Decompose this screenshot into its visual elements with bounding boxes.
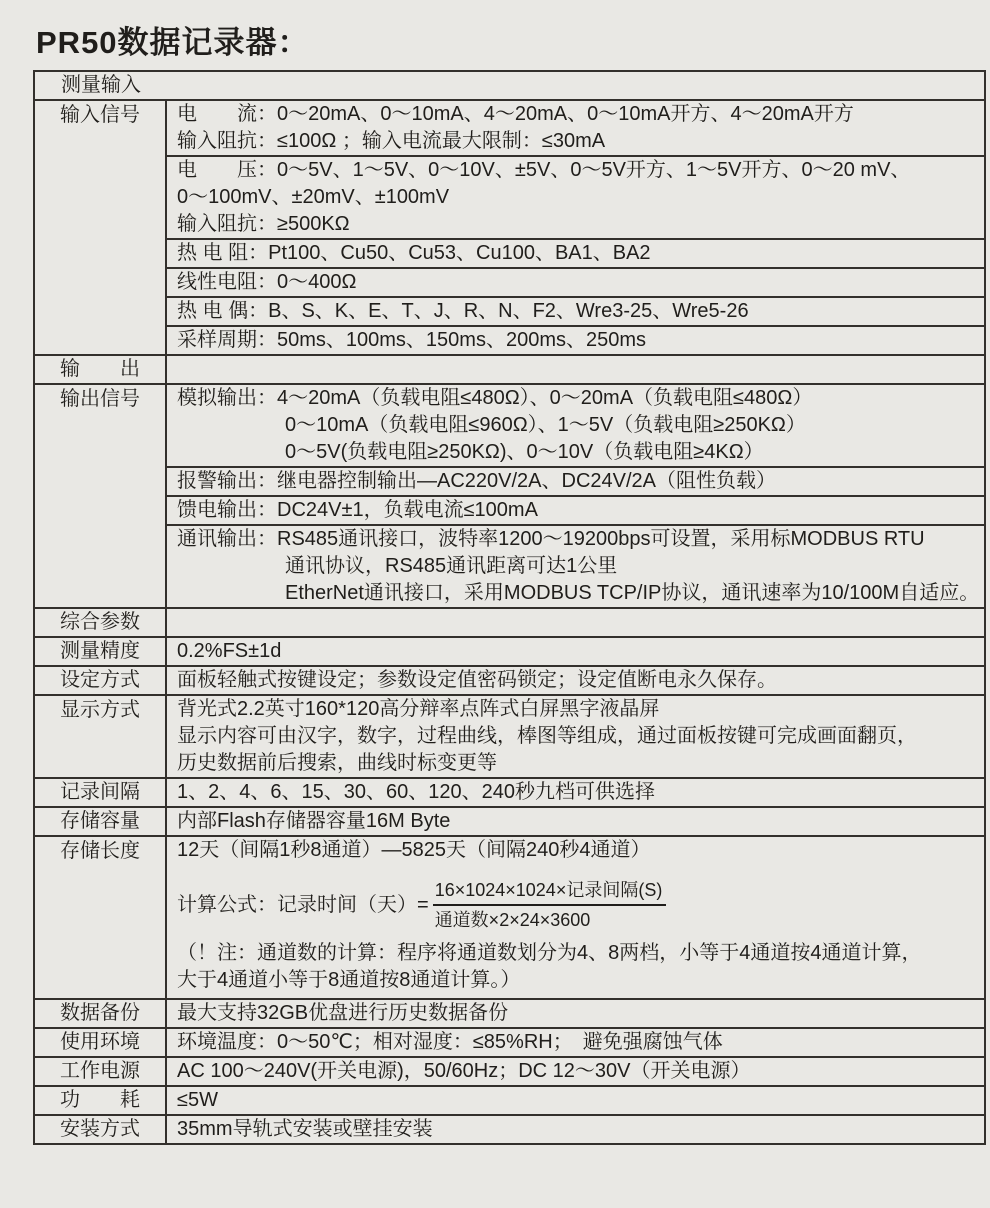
section-header-general-params: 综合参数 [35, 609, 167, 636]
spec-line-record-interval: 1、2、4、6、15、30、60、120、240秒九档可供选择 [177, 781, 655, 803]
storage-formula [167, 879, 984, 931]
spec-line-display-2: 显示内容可由汉字，数字，过程曲线，棒图等组成，通过面板按键可完成画面翻页， [177, 725, 917, 747]
spec-line-comm-2: 通讯协议，RS485通讯距离可达1公里 [285, 555, 618, 577]
sub-row-voltage [167, 157, 984, 240]
row-input-signal [35, 101, 984, 356]
row-value-environment [167, 1029, 984, 1056]
sub-row-analog-output [167, 385, 984, 468]
spec-line-comm-1: 通讯输出：RS485通讯接口，波特率1200～19200bps可设置，采用标MODBUS RTU [177, 528, 925, 550]
spec-line-display-3: 历史数据前后搜索，曲线时标变更等 [177, 752, 497, 774]
row-label-accuracy: 测量精度 [35, 638, 167, 665]
spec-line-storage-capacity: 内部Flash存储器容量16M Byte [177, 810, 451, 832]
spec-line-analog-1: 模拟输出：4～20mA（负载电阻≤480Ω）、0～20mA（负载电阻≤480Ω） [177, 387, 813, 409]
sub-row-current [167, 101, 984, 157]
row-power-consumption [35, 1087, 984, 1116]
formula-fraction [433, 879, 667, 931]
spec-line-comm-3: EtherNet通讯接口，采用MODBUS TCP/IP协议，通讯速率为10/100M自适应。 [285, 582, 980, 604]
row-value-power-supply [167, 1058, 984, 1085]
spec-line-rtd: 热 电 阻：Pt100、Cu50、Cu53、Cu100、BA1、BA2 [177, 242, 651, 264]
section-row-measurement-input [35, 72, 984, 101]
spec-line-storage-note-2: 大于4通道小等于8通道按8通道计算。） [177, 969, 521, 991]
spec-line-environment: 环境温度：0～50℃；相对湿度：≤85%RH； 避免强腐蚀气体 [177, 1031, 723, 1053]
spec-line-analog-3: 0～5V(负载电阻≥250KΩ)、0～10V（负载电阻≥4KΩ） [285, 441, 764, 463]
row-value-storage-length [167, 837, 984, 998]
row-value-accuracy [167, 638, 984, 665]
sub-row-thermocouple [167, 298, 984, 327]
row-label-setting-method: 设定方式 [35, 667, 167, 694]
row-data-backup [35, 1000, 984, 1029]
spec-line-power-supply: AC 100～240V(开关电源)，50/60Hz；DC 12～30V（开关电源） [177, 1060, 751, 1082]
row-label-output-signal: 输出信号 [35, 385, 167, 607]
row-value-data-backup [167, 1000, 984, 1027]
section-header-measurement-input: 测量输入 [61, 74, 141, 96]
row-label-input-signal: 输入信号 [35, 101, 167, 354]
sub-row-rtd [167, 240, 984, 269]
row-setting-method [35, 667, 984, 696]
row-accuracy [35, 638, 984, 667]
sub-row-comm-output [167, 526, 984, 607]
section-row-general-params [35, 609, 984, 638]
row-value-input-signal [167, 101, 984, 354]
section-header-output: 输 出 [35, 356, 167, 383]
spec-line-sampling-period: 采样周期：50ms、100ms、150ms、200ms、250ms [177, 329, 647, 351]
spec-line-voltage-1: 电 压：0～5V、1～5V、0～10V、±5V、0～5V开方、1～5V开方、0～20 mV、 [177, 159, 911, 181]
row-storage-length [35, 837, 984, 1000]
formula-prefix: 计算公式：记录时间（天）= [177, 893, 429, 916]
row-record-interval [35, 779, 984, 808]
section-output-empty-cell [167, 356, 984, 383]
spec-table [33, 70, 986, 1145]
section-row-output [35, 356, 984, 385]
row-value-storage-capacity [167, 808, 984, 835]
spec-line-alarm: 报警输出：继电器控制输出—AC220V/2A、DC24V/2A（阻性负载） [177, 470, 777, 492]
sub-row-linear-resistance [167, 269, 984, 298]
spec-line-accuracy: 0.2%FS±1d [177, 640, 282, 662]
spec-line-analog-2: 0～10mA（负载电阻≤960Ω）、1～5V（负载电阻≥250KΩ） [285, 414, 806, 436]
spec-line-mounting: 35mm导轨式安装或壁挂安装 [177, 1118, 433, 1140]
row-value-record-interval [167, 779, 984, 806]
spec-line-data-backup: 最大支持32GB优盘进行历史数据备份 [177, 1002, 509, 1024]
row-label-environment: 使用环境 [35, 1029, 167, 1056]
sub-row-feed-output [167, 497, 984, 526]
spec-line-current: 电 流：0～20mA、0～10mA、4～20mA、0～10mA开方、4～20mA开方 [177, 103, 854, 125]
row-display-method [35, 696, 984, 779]
row-label-display-method: 显示方式 [35, 696, 167, 777]
sub-row-sampling-period [167, 327, 984, 354]
row-power-supply [35, 1058, 984, 1087]
row-output-signal [35, 385, 984, 609]
row-label-record-interval: 记录间隔 [35, 779, 167, 806]
row-value-mounting [167, 1116, 984, 1143]
row-storage-capacity [35, 808, 984, 837]
row-value-power-consumption [167, 1087, 984, 1114]
spec-line-power-consumption: ≤5W [177, 1089, 218, 1111]
row-label-storage-capacity: 存储容量 [35, 808, 167, 835]
spec-line-storage-note-1: （！注：通道数的计算：程序将通道数划分为4、8两档，小等于4通道按4通道计算， [177, 942, 922, 964]
row-label-power-consumption: 功 耗 [35, 1087, 167, 1114]
formula-numerator: 16×1024×1024×记录间隔(S) [433, 879, 667, 906]
spec-line-setting-method: 面板轻触式按键设定；参数设定值密码锁定；设定值断电永久保存。 [177, 669, 777, 691]
spec-line-thermocouple: 热 电 偶：B、S、K、E、T、J、R、N、F2、Wre3-25、Wre5-26 [177, 300, 749, 322]
spec-line-current-impedance: 输入阻抗：≤100Ω ；输入电流最大限制：≤30mA [177, 130, 606, 152]
row-value-setting-method [167, 667, 984, 694]
spec-line-linear-resistance: 线性电阻：0～400Ω [177, 271, 357, 293]
row-label-data-backup: 数据备份 [35, 1000, 167, 1027]
row-label-mounting: 安装方式 [35, 1116, 167, 1143]
spec-line-display-1: 背光式2.2英寸160*120高分辩率点阵式白屏黑字液晶屏 [177, 698, 660, 720]
spec-line-voltage-2: 0～100mV、±20mV、±100mV [177, 186, 450, 208]
row-label-storage-length: 存储长度 [35, 837, 167, 998]
row-label-power-supply: 工作电源 [35, 1058, 167, 1085]
spec-line-voltage-impedance: 输入阻抗：≥500KΩ [177, 213, 350, 235]
page-title: PR50数据记录器： [36, 25, 310, 60]
formula-denominator: 通道数×2×24×3600 [434, 910, 591, 930]
row-mounting [35, 1116, 984, 1143]
sub-row-alarm-output [167, 468, 984, 497]
section-params-empty-cell [167, 609, 984, 636]
row-environment [35, 1029, 984, 1058]
row-value-output-signal [167, 385, 984, 607]
row-value-display-method [167, 696, 984, 777]
spec-line-storage-range: 12天（间隔1秒8通道）—5825天（间隔240秒4通道） [177, 839, 651, 861]
spec-line-feed: 馈电输出：DC24V±1，负载电流≤100mA [177, 499, 538, 521]
